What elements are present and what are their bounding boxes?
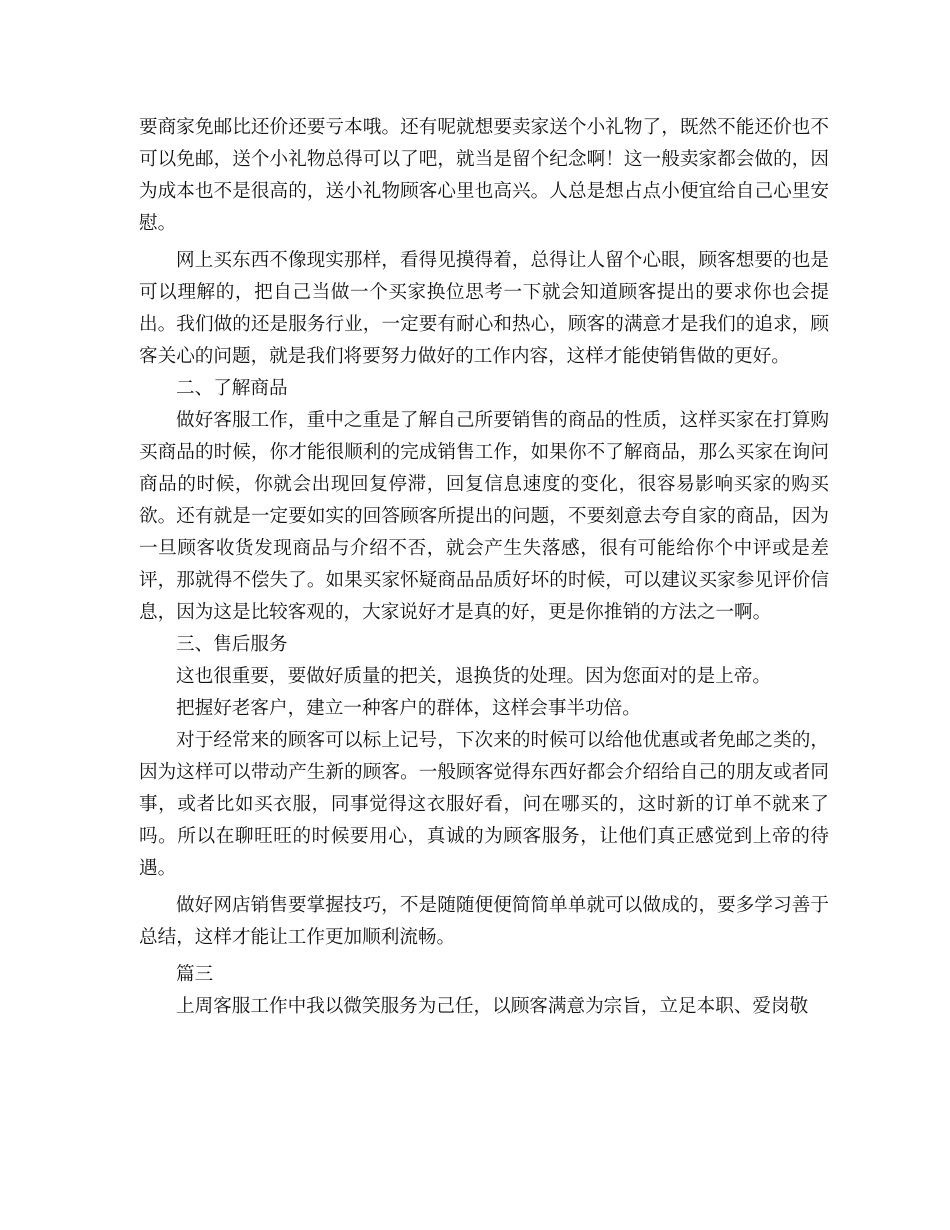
paragraph-last-week: 上周客服工作中我以微笑服务为己任，以顾客满意为宗旨，立足本职、爱岗敬 (176, 996, 809, 1017)
paragraph-know-products: 做好客服工作，重中之重是了解自己所要销售的商品的性质，这样买家在打算购买商品的时候，你才能很顺利的完成销售工作，如果你不了解商品，那么买家在询问商品的时候，你就会出现回复停滞，回复信息速度的变化，很容易影响买家的购买欲。还有就是一定要如实的回答顾客所提出的问题，不要刻意去夸自家的商品，因为一旦顾客收货发现商品与介绍不否，就会产生失落感，很有可能给你个中评或是差评，那就得不偿失了。如果买家怀疑商品品质好坏的时候，可以建议买家参见评价信息，因为这是比较客观的，大家说好才是真的好，更是你推销的方法之一啊。 (139, 410, 829, 623)
paragraph-regular-customers: 对于经常来的顾客可以标上记号，下次来的时候可以给他优惠或者免邮之类的，因为这样可以带动产生新的顾客。一般顾客觉得东西好都会介绍给自己的朋友或者同事，或者比如买衣服，同事觉得这衣服好看，问在哪买的，这时新的订单不就来了吗。所以在聊旺旺的时候要用心，真诚的为顾客服务，让他们真正感觉到上帝的待遇。 (139, 730, 829, 879)
paragraph-online-shopping: 网上买东西不像现实那样，看得见摸得着，总得让人留个心眼，顾客想要的也是可以理解的，把自己当做一个买家换位思考一下就会知道顾客提出的要求你也会提出。我们做的还是服务行业，一定要有耐心和热心，顾客的满意才是我们的追求，顾客关心的问题，就是我们将要努力做好的工作内容，这样才能使销售做的更好。 (139, 250, 829, 367)
document-body (139, 112, 829, 1023)
paragraph-old-customers: 把握好老客户，建立一种客户的群体，这样会事半功倍。 (176, 698, 641, 719)
paragraph-after-sales: 这也很重要，要做好质量的把关，退换货的处理。因为您面对的是上帝。 (176, 666, 772, 687)
section-heading-know-products: 二、了解商品 (176, 378, 288, 399)
section-heading-part-three: 篇三 (176, 964, 214, 985)
section-heading-after-sales: 三、售后服务 (176, 634, 288, 655)
paragraph-continuation: 要商家免邮比还价还要亏本哦。还有呢就想要卖家送个小礼物了，既然不能还价也不可以免邮，送个小礼物总得可以了吧，就当是留个纪念啊！这一般卖家都会做的，因为成本也不是很高的，送小礼物顾客心里也高兴。人总是想占点小便宜给自己心里安慰。 (139, 117, 829, 234)
paragraph-sales-tips: 做好网店销售要掌握技巧，不是随随便便简简单单就可以做成的，要多学习善于总结，这样才能让工作更加顺利流畅。 (139, 895, 829, 948)
